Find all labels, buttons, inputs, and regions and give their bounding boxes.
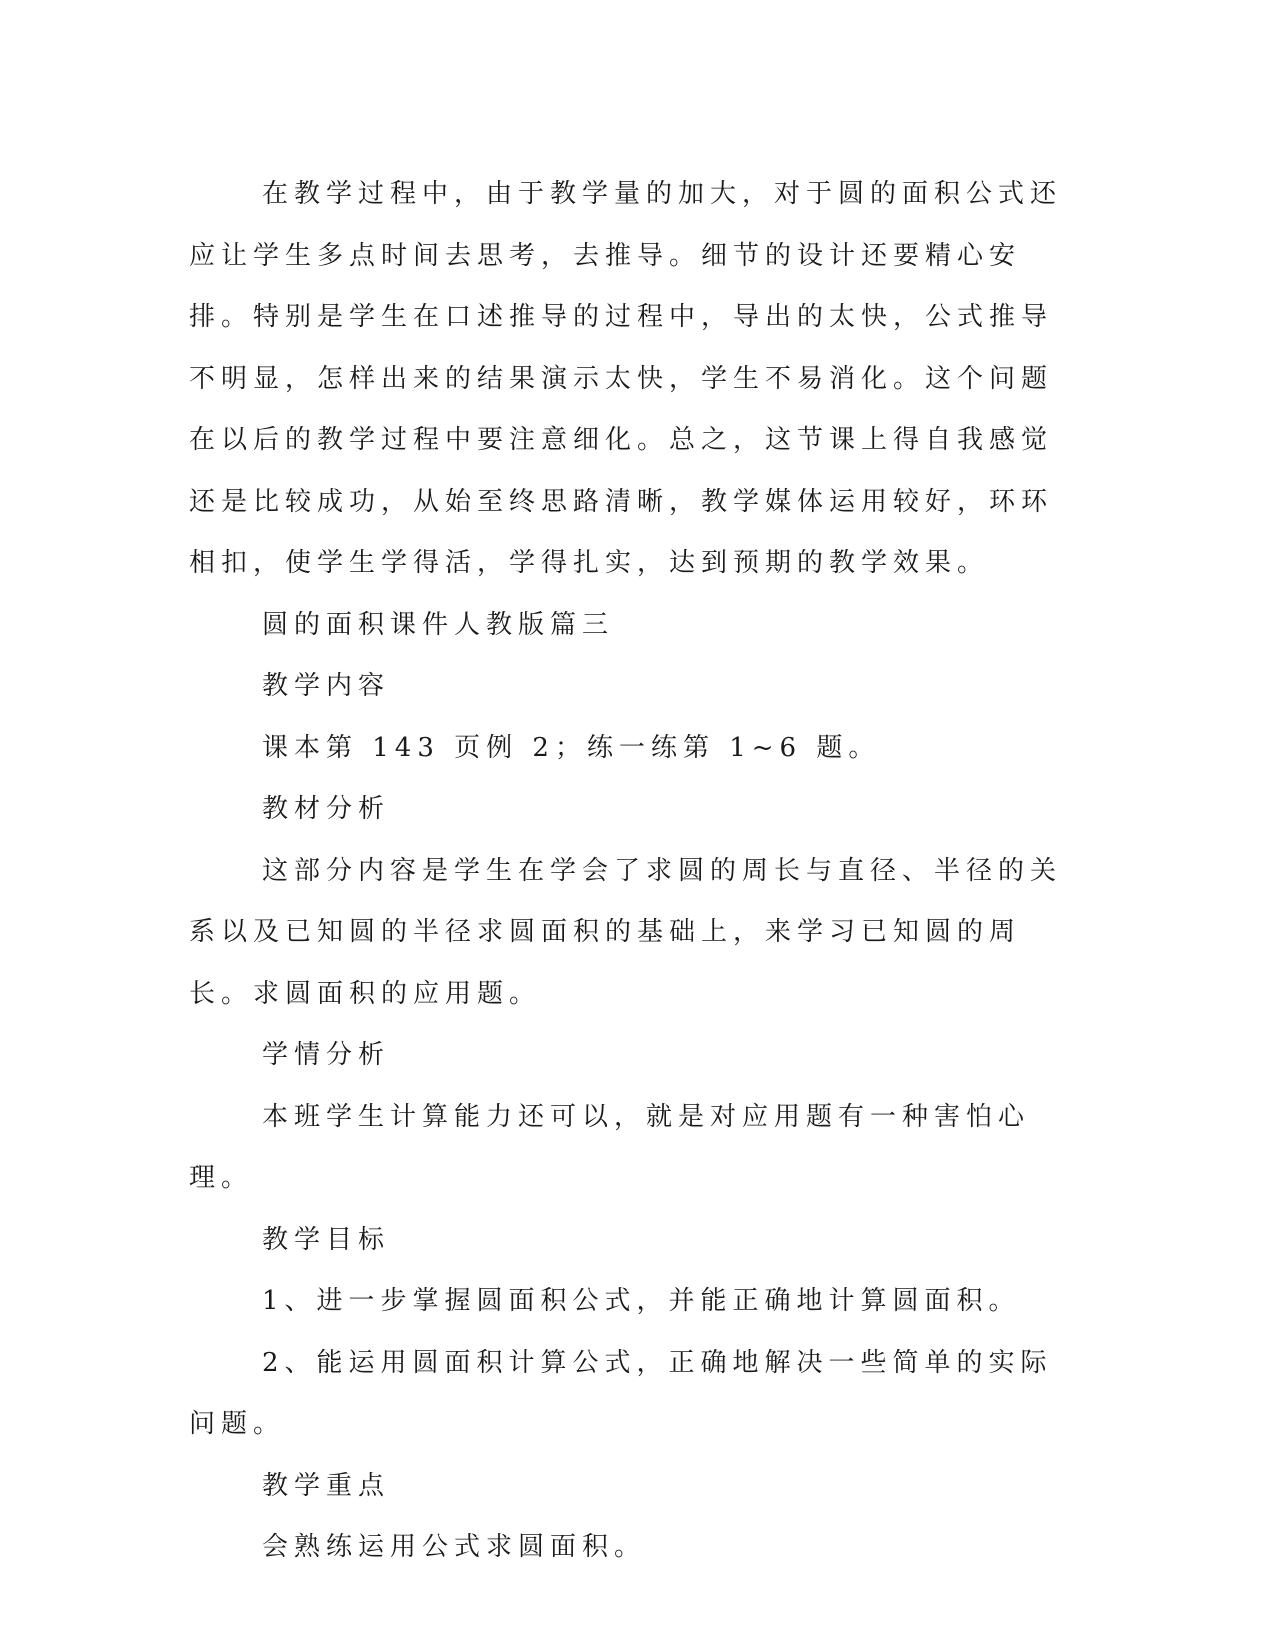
heading-teaching-goals: 教学目标 [262, 1224, 391, 1255]
list-item-goal-1: 1、进一步掌握圆面积公式，并能正确地计算圆面积。 [262, 1286, 1021, 1316]
paragraph-textbook-pages: 课本第 143 页例 2；练一练第 1~6 题。 [262, 732, 881, 763]
heading-material-analysis: 教材分析 [262, 794, 391, 824]
document-body [189, 164, 1079, 1579]
paragraph-material-analysis: 这部分内容是学生在学会了求圆的周长与直径、半径的关系以及已知圆的半径求圆面积的基础上，来学习已知圆的周长。求圆面积的应用题。 [189, 855, 1063, 1009]
heading-key-points: 教学重点 [262, 1470, 391, 1501]
list-item-goal-2: 2、能运用圆面积计算公式，正确地解决一些简单的实际问题。 [189, 1347, 1053, 1439]
paragraph-reflection: 在教学过程中，由于教学量的加大，对于圆的面积公式还应让学生多点时间去思考，去推导。细节的设计还要精心安排。特别是学生在口述推导的过程中，导出的太快，公式推导不明显，怎样出来的结果演示太快，学生不易消化。这个问题在以后的教学过程中要注意细化。总之，这节课上得自我感觉还是比较成功，从始至终思路清晰，教学媒体运用较好，环环相扣，使学生学得活，学得扎实，达到预期的教学效果。 [189, 179, 1063, 578]
section-heading: 圆的面积课件人教版篇三 [262, 609, 615, 640]
paragraph-key-points: 会熟练运用公式求圆面积。 [262, 1532, 647, 1562]
heading-teaching-content: 教学内容 [262, 671, 391, 701]
heading-student-analysis: 学情分析 [262, 1040, 391, 1070]
paragraph-student-analysis: 本班学生计算能力还可以，就是对应用题有一种害怕心理。 [189, 1101, 1031, 1193]
